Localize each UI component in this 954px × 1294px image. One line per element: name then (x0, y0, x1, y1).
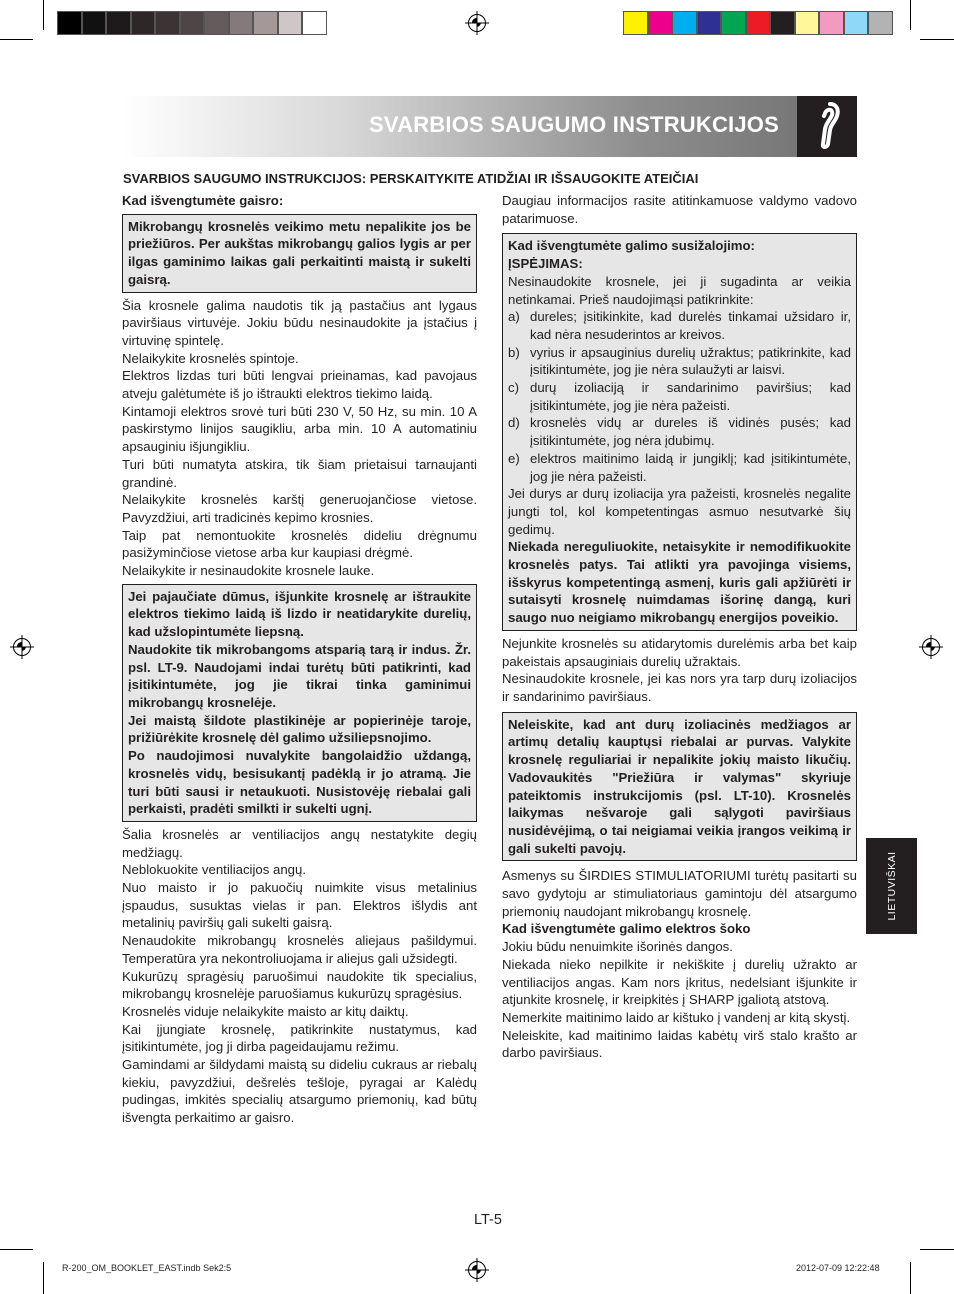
right-column (502, 192, 857, 1062)
paragraph: Neblokuokite ventiliacijos angų. (122, 862, 307, 878)
left-column (122, 192, 477, 1127)
checklist-marker: d) (508, 415, 520, 431)
paragraph-group (502, 938, 857, 1062)
warning-box-smoke (122, 584, 477, 822)
color-swatch (253, 11, 278, 35)
paragraph: Jokiu būdu nenuimkite išorinės dangos. (502, 939, 733, 955)
paragraph: Krosnelės viduje nelaikykite maisto ar kitų daiktų. (122, 1003, 409, 1019)
warning-paragraph: Jei maistą šildote plastikinėje ar popierinėje taroje, prižiūrėkite krosnelę dėl galimo užsiliepsnojimo. (128, 712, 471, 746)
color-swatch (204, 11, 229, 35)
paragraph: Nelaikykite ir nesinaudokite krosnele lauke. (122, 563, 375, 579)
paragraph: Nejunkite krosnelės su atidarytomis durelėmis arba bet kaip pakeistais apsauginiais durelių užraktais. (502, 635, 857, 669)
color-swatch (57, 11, 82, 35)
info-icon (797, 96, 857, 157)
crop-mark (920, 39, 954, 40)
checklist-marker: c) (508, 380, 519, 396)
crop-mark (43, 0, 44, 30)
checklist-marker: e) (508, 450, 520, 466)
language-tab-label: LIETUVIŠKAI (885, 851, 898, 921)
paragraph: Nesinaudokite krosnele, jei ji sugadinta ar veikia netinkamai. Prieš naudojimąsi patikrinkite: (508, 273, 851, 307)
paragraph-group (502, 635, 857, 706)
warning-paragraph: Naudokite tik mikrobangoms atsparią tarą ir indus. Žr. psl. LT-9. Naudojami indai turėtų būti patikrinti, kad įsitikintumėte, jog jie tikrai tinka gaminimui mikrobangų krosnelėje. (128, 641, 471, 710)
registration-mark-icon (468, 1261, 486, 1279)
paragraph: Elektros lizdas turi būti lengvai prieinamas, kad pavojaus atveju galėtumėte iš jo ištraukti elektros tiekimo laidą. (122, 368, 477, 402)
checklist-item (508, 450, 851, 485)
paragraph: Turi būti numatyta atskira, tik šiam prietaisui tarnaujanti grandinė. (122, 456, 477, 490)
color-swatch (623, 11, 648, 35)
crop-mark (43, 1262, 44, 1294)
grayscale-color-bar (57, 11, 327, 35)
paragraph: Nuo maisto ir jo pakuočių nuimkite visus metalinius įspaudus, susuktas vielas ir pan. Elektros išlydis ant metalinių paviršių gali sukelti gaisrą. (122, 880, 477, 931)
paragraph: Niekada nieko nepilkite ir nekiškite į durelių užrakto ar ventiliacijos angas. Kam nors įkritus, nedelsiant išjunkite ir atjunkite krosnelę, ir kreipkitės į SHARP įgaliotą atstovą. (502, 956, 857, 1008)
paragraph: Taip pat nemontuokite krosnelės dideliu drėgnumu pasižyminčiose vietose arba kur kaupiasi drėgmė. (122, 527, 477, 561)
color-swatch (844, 11, 869, 35)
section-title: SVARBIOS SAUGUMO INSTRUKCIJOS (369, 112, 779, 137)
paragraph: Asmenys su ŠIRDIES STIMULIATORIUMI turėtų pasitarti su savo gydytoju ar stimuliatoriaus gamintoju dėl atsargumo priemonių naudojant mikrobangų krosnelę. (502, 868, 857, 919)
color-swatch (106, 11, 131, 35)
checklist-text: vyrius ir apsauginius durelių užraktus; patikrinkite, kad įsitikintumėte, jog jie nėra sulaužyti ar laisvi. (530, 344, 851, 378)
paragraph: Nelaikykite krosnelės spintoje. (122, 350, 299, 366)
checklist-text: elektros maitinimo laidą ir jungiklį; kad įsitikintumėte, jog jie nėra pažeisti. (530, 450, 851, 484)
color-swatch (155, 11, 180, 35)
heading-electric-shock: Kad išvengtumėte galimo elektros šoko (502, 921, 751, 937)
warning-label: ĮSPĖJIMAS: (508, 256, 583, 272)
process-color-bar (623, 11, 893, 35)
paragraph-group (122, 297, 477, 580)
checklist-item (508, 379, 851, 414)
color-swatch (819, 11, 844, 35)
registration-mark-icon (468, 14, 486, 32)
color-swatch (868, 11, 893, 35)
checklist-text: krosnelės vidų ar dureles iš vidinės pusės; kad įsitikintumėte, jog nėra įdubimų. (530, 415, 851, 449)
paragraph-bold: Niekada nereguliuokite, netaisykite ir nemodifikuokite krosnelės patys. Tai atlikti yra pavojinga visiems, išskyrus kompetentingą asmenį, kuris gali apžiūrėti ir sutaisyti krosnelę nuimdamas išorinę dangą, kuri saugo nuo neigiamo mikrobangų energijos poveikio. (508, 539, 851, 626)
paragraph: Daugiau informacijos rasite atitinkamuose valdymo vadovo patarimuose. (502, 193, 857, 226)
paragraph-group (122, 826, 477, 1127)
registration-mark-icon (922, 638, 940, 656)
checklist-item (508, 308, 851, 343)
paragraph: Kai įjungiate krosnelę, patikrinkite nustatymus, kad įsitikintumėte, jog ji dirba pageidaujamu režimu. (122, 1021, 477, 1055)
page-number: LT-5 (474, 1212, 502, 1228)
warning-paragraph: Po naudojimosi nuvalykite bangolaidžio uždangą, krosnelės vidų, besisukantį padėklą ir jo atramą. Jie turi būti sausi ir netaukuoti. Nusistovėję riebalai gali perkaisti, pradėti smilkti ir sukelti ugnį. (128, 748, 471, 817)
crop-mark (920, 1249, 954, 1250)
paragraph: Kintamoji elektros srovė turi būti 230 V, 50 Hz, su min. 10 A paskirstymo linijos saugikliu, arba min. 10 A automatiniu apsauginiu išjungikliu. (122, 403, 477, 455)
checklist-text: dureles; įsitikinkite, kad durelės tinkamai užsidaro ir, kad nėra nesuderintos ar kreivos. (530, 309, 851, 342)
paragraph: Šia krosnele galima naudotis tik ją pastačius ant lygaus paviršiaus virtuvėje. Jokiu būdu nesinaudokite ja įstačius į virtuvinę spintelę. (122, 297, 477, 348)
warning-box-injury (502, 233, 857, 630)
color-swatch (672, 11, 697, 35)
checklist-marker: a) (508, 309, 520, 325)
color-swatch (721, 11, 746, 35)
paragraph: Nesinaudokite krosnele, jei kas nors yra tarp durų izoliacijos ir sandarinimo paviršiaus. (502, 671, 857, 704)
checklist-item (508, 344, 851, 379)
crop-mark (910, 1262, 911, 1294)
color-swatch (648, 11, 673, 35)
section-banner (122, 96, 857, 157)
footer-file-info: R-200_OM_BOOKLET_EAST.indb Sek2:5 (62, 1263, 232, 1273)
color-swatch (82, 11, 107, 35)
color-swatch (697, 11, 722, 35)
color-swatch (131, 11, 156, 35)
heading-injury: Kad išvengtumėte galimo susižalojimo: (508, 238, 755, 254)
heading-fire: Kad išvengtumėte gaisro: (122, 193, 284, 208)
paragraph: Nelaikykite krosnelės karštį generuojančiose vietose. Pavyzdžiui, arti tradicinės kepimo krosnies. (122, 492, 477, 525)
color-swatch (302, 11, 327, 35)
color-swatch (795, 11, 820, 35)
paragraph: Nenaudokite mikrobangų krosnelės aliejaus pašildymui. Temperatūra yra nekontroliuojama ir aliejus gali užsidegti. (122, 933, 477, 966)
color-swatch (229, 11, 254, 35)
color-swatch (180, 11, 205, 35)
registration-mark-icon (13, 638, 31, 656)
warning-box-unattended: Mikrobangų krosnelės veikimo metu nepalikite jos be priežiūros. Per aukštas mikrobangų galios lygis ar per ilgas gaminimo laikas gali perkaitinti maistą ir sukelti gaisrą. (122, 214, 477, 293)
color-swatch (278, 11, 303, 35)
paragraph: Nemerkite maitinimo laido ar kištuko į vandenį ar kitą skystį. (502, 1009, 851, 1025)
color-swatch (770, 11, 795, 35)
crop-mark (910, 0, 911, 30)
checklist (508, 308, 851, 485)
color-swatch (746, 11, 771, 35)
crop-mark (0, 39, 33, 40)
footer-timestamp: 2012-07-09 12:22:48 (796, 1263, 880, 1273)
warning-box-cleaning: Neleiskite, kad ant durų izoliacinės medžiagos ar artimų detalių kauptųsi riebalai ar purvas. Valykite krosnelę reguliariai ir nepalikite jokių maisto likučių. Vadovaukitės "Priežiūra ir valymas" skyriuje pateiktomis instrukcijomis (psl. LT-10). Krosnelės laikymas nešvaroje gali sąlygoti paviršiaus nusidėvėjimą, o tai neigiamai veikia įrangos veikimą ir gali sukelti pavojų. (502, 712, 857, 862)
page-subtitle: SVARBIOS SAUGUMO INSTRUKCIJOS: PERSKAITYKITE ATIDŽIAI IR IŠSAUGOKITE ATEIČIAI (123, 171, 699, 186)
paragraph: Jei durys ar durų izoliacija yra pažeisti, krosnelės negalite jungti tol, kol kompetentingas asmuo nesutvarkė šių gedimų. (508, 486, 851, 537)
checklist-item (508, 414, 851, 449)
paragraph: Šalia krosnelės ar ventiliacijos angų nestatykite degių medžiagų. (122, 826, 477, 860)
crop-mark (0, 1249, 33, 1250)
checklist-marker: b) (508, 344, 520, 360)
paragraph: Neleiskite, kad maitinimo laidas kabėtų virš stalo krašto ar darbo paviršiaus. (502, 1027, 857, 1061)
paragraph: Kukurūzų spragėsių paruošimui naudokite tik specialius, mikrobangų krosnelėje paruošiamus kukurūzų spragėsius. (122, 968, 477, 1002)
paragraph: Gamindami ar šildydami maistą su dideliu cukraus ar riebalų kiekiu, pavyzdžiui, dešrelės tešloje, pyragai ar Kalėdų pudingas, imkitės specialių atsargumo priemonių, kad būtų išvengta perkaitimo ar gaisro. (122, 1057, 477, 1126)
language-tab (866, 838, 917, 934)
warning-paragraph: Jei pajaučiate dūmus, išjunkite krosnelę ar ištraukite elektros tiekimo laidą iš lizdo ir neatidarykite durelių, kad užslopintumėte liepsną. (128, 588, 471, 640)
checklist-text: durų izoliaciją ir sandarinimo paviršius; kad įsitikintumėte, jog jie nėra pažeisti. (530, 380, 851, 413)
